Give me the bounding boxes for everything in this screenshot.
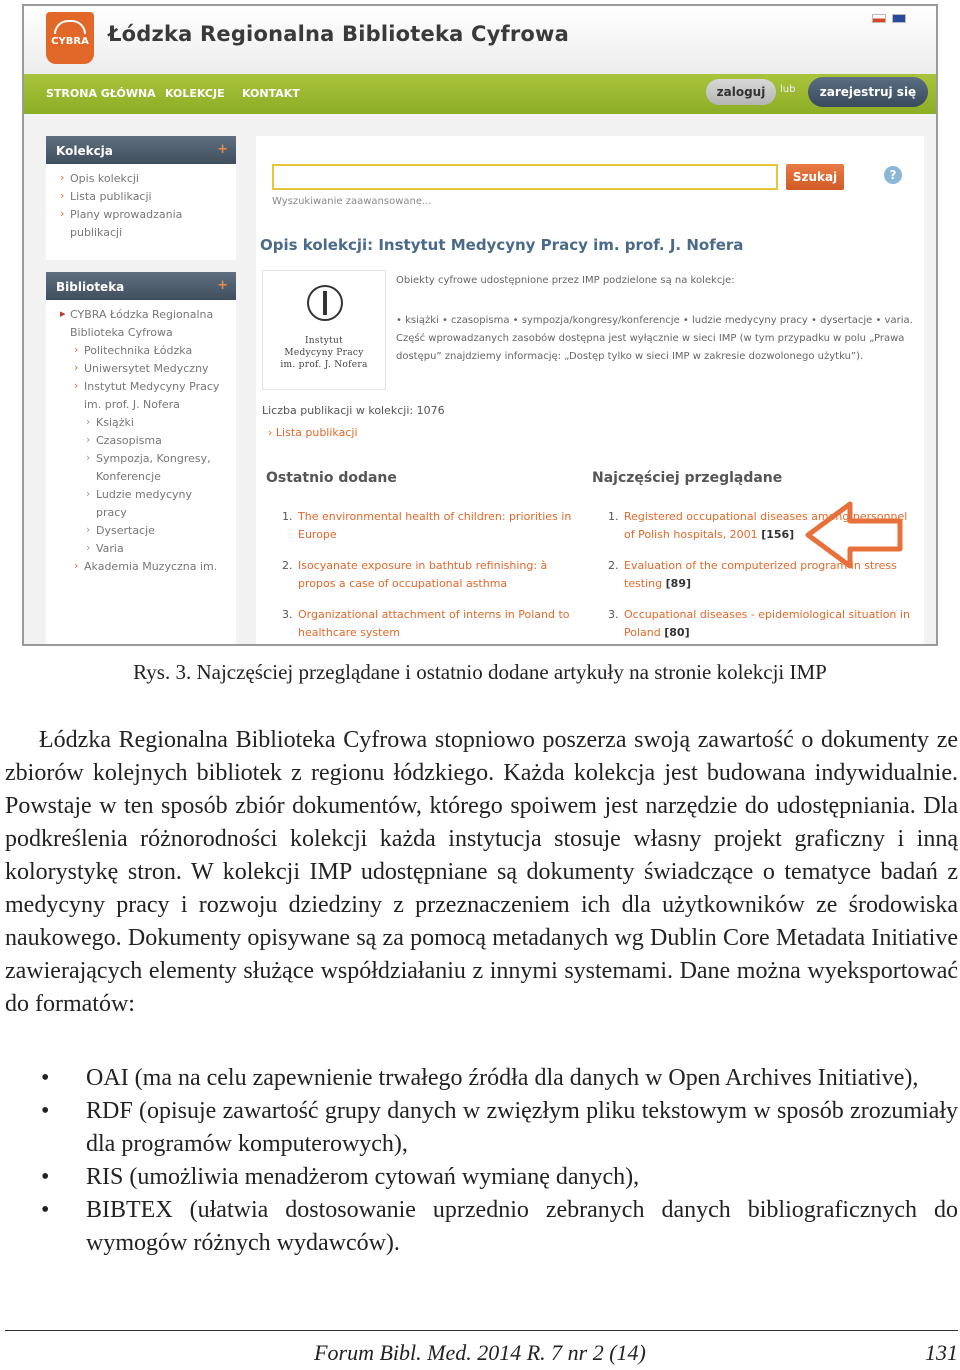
expand-icon[interactable]: +	[217, 278, 228, 293]
view-count: [89]	[665, 577, 692, 590]
library-tree-item[interactable]: › Uniwersytet Medyczny	[60, 360, 224, 378]
article-item	[282, 606, 572, 642]
library-box-title: Biblioteka	[56, 280, 125, 294]
library-tree-item[interactable]: › Ludzie medycyny pracy	[60, 486, 224, 522]
publication-count: Liczba publikacji w kolekcji: 1076	[262, 404, 445, 417]
popular-heading: Najczęściej przeglądane	[592, 470, 783, 486]
english-flag-icon[interactable]	[892, 14, 906, 23]
article-item	[282, 557, 572, 593]
article-number: 2.	[608, 559, 619, 572]
article-item	[282, 508, 572, 544]
imp-logo-text	[263, 335, 385, 371]
collection-box	[46, 136, 236, 260]
format-description: OAI (ma na celu zapewnienie trwałego źródła dla danych w Open Archives Initiative),	[86, 1065, 919, 1091]
description-list: • książki • czasopisma • sympozja/kongresy/konferencje • ludzie medycyny pracy • dysertacje • varia.	[396, 315, 913, 326]
library-tree-item[interactable]: ▸ CYBRA Łódzka Regionalna Biblioteka Cyfrowa	[60, 306, 224, 342]
format-list-item	[5, 1095, 958, 1161]
language-flags	[872, 14, 906, 23]
collection-heading: Opis kolekcji: Instytut Medycyny Pracy im. prof. J. Nofera	[260, 236, 744, 254]
library-tree-item[interactable]: › Sympozja, Kongresy, Konferencje	[60, 450, 224, 486]
caduceus-icon	[307, 285, 343, 321]
site-title: Łódzka Regionalna Biblioteka Cyfrowa	[108, 22, 570, 46]
collection-box-title: Kolekcja	[56, 144, 113, 158]
collection-description	[396, 272, 916, 366]
imp-logo-line: Instytut	[304, 336, 344, 346]
library-tree-item[interactable]: › Akademia Muzyczna im.	[60, 558, 224, 576]
nav-home[interactable]: STRONA GŁÓWNA	[46, 87, 156, 100]
imp-logo	[262, 270, 386, 390]
polish-flag-icon[interactable]	[872, 14, 886, 23]
bullet-symbol: •	[41, 1197, 50, 1223]
article-number: 3.	[608, 608, 619, 621]
advanced-search-link[interactable]: Wyszukiwanie zaawansowane...	[272, 196, 432, 207]
article-number: 1.	[608, 510, 619, 523]
library-tree-item[interactable]: › Czasopisma	[60, 432, 224, 450]
format-description: BIBTEX (ułatwia dostosowanie uprzednio zebranych danych bibliograficznych do wymogów różnych wydawców).	[86, 1197, 958, 1256]
nav-contact[interactable]: KONTAKT	[242, 87, 300, 100]
article-number: 2.	[282, 559, 293, 572]
or-text: lub	[780, 84, 796, 95]
format-description: RIS (umożliwia menadżerom cytowań wymianę danych),	[86, 1164, 640, 1190]
paragraph-text: Łódzka Regionalna Biblioteka Cyfrowa stopniowo poszerza swoją zawartość o dokumenty ze zbiorów kolejnych bibliotek z regionu łódzkiego. Każda kolekcja jest budowana indywidualnie. Powstaje w ten sposób zbiór dokumentów, którego spoiwem jest narzędzie do udostępniania. Dla podkreślenia różnorodności kolekcji każda instytucja stosuje własny projekt graficzny i inną kolorystykę stron. W kolekcji IMP udostępniane są dokumenty świadczące o tematyce badań z medycyny pracy i rozwoju dziedziny z przeznaczeniem ich dla użytkowników ze środowiska naukowego. Dokumenty opisywane są za pomocą metadanych wg Dublin Core Metadata Initiative zawierających elementy służące współdziałaniu z innymi systemami. Dane można wyeksportować do formatów:	[5, 727, 958, 1017]
left-arrow-icon	[804, 500, 904, 570]
article-link[interactable]: Organizational attachment of interns in Poland to healthcare system	[298, 608, 570, 639]
library-tree-item[interactable]: › Dysertacje	[60, 522, 224, 540]
expand-icon[interactable]: +	[217, 142, 228, 157]
library-links	[46, 300, 236, 582]
site-header	[24, 6, 936, 74]
login-button[interactable]: zaloguj	[706, 79, 776, 105]
bullet-symbol: •	[41, 1164, 50, 1190]
journal-reference: Forum Bibl. Med. 2014 R. 7 nr 2 (14)	[314, 1340, 646, 1365]
nav-collections[interactable]: KOLEKCJE	[165, 87, 225, 100]
article-link[interactable]: The environmental health of children: priorities in Europe	[298, 510, 572, 541]
library-tree-item[interactable]: › Książki	[60, 414, 224, 432]
article-link[interactable]: Registered occupational diseases among personnel of Polish hospitals, 2001	[624, 510, 908, 541]
book-icon	[54, 20, 86, 34]
format-list	[5, 1062, 958, 1260]
collection-box-header	[46, 136, 236, 164]
format-list-item	[5, 1161, 958, 1194]
library-box-header	[46, 272, 236, 300]
body-paragraph	[5, 724, 958, 1021]
library-tree-item[interactable]: › Instytut Medycyny Pracy im. prof. J. Nofera	[60, 378, 224, 414]
recent-heading: Ostatnio dodane	[266, 470, 397, 486]
article-link[interactable]: Evaluation of the computerized program in stress testing	[624, 559, 897, 590]
register-button[interactable]: zarejestruj się	[808, 77, 928, 107]
description-access: Część wprowadzanych zasobów dostępna jest wyłącznie w sieci IMP (w tym przypadku w polu „Prawa dostępu” znajdziemy informację: „Dostęp tylko w sieci IMP w zakresie dozwolonego użytku”).	[396, 333, 905, 362]
search-button[interactable]: Szukaj	[786, 164, 844, 190]
library-tree-item[interactable]: › Politechnika Łódzka	[60, 342, 224, 360]
sidebar-link[interactable]: › Plany wprowadzania publikacji	[60, 206, 224, 242]
recent-list	[282, 508, 572, 646]
cybra-logo[interactable]	[46, 12, 94, 64]
main-nav	[24, 74, 936, 114]
imp-logo-line: Medycyny Pracy	[284, 348, 364, 358]
publication-list-link[interactable]: › Lista publikacji	[268, 426, 358, 439]
view-count: [156]	[761, 528, 795, 541]
format-list-item	[5, 1194, 958, 1260]
publication-list-label: Lista publikacji	[275, 426, 358, 439]
logo-text: CYBRA	[51, 36, 89, 47]
format-description: RDF (opisuje zawartość grupy danych w zwięzłym pliku tekstowym w sposób zrozumiały dla programów komputerowych),	[86, 1098, 958, 1157]
article-number: 3.	[282, 608, 293, 621]
page-number: 131	[925, 1340, 958, 1365]
article-number: 1.	[282, 510, 293, 523]
sidebar-link[interactable]: › Lista publikacji	[60, 188, 224, 206]
figure-caption: Rys. 3. Najczęściej przeglądane i ostatnio dodane artykuły na stronie kolekcji IMP	[133, 660, 827, 684]
article-item	[608, 606, 914, 642]
description-intro: Obiekty cyfrowe udostępnione przez IMP podzielone są na kolekcje:	[396, 275, 735, 286]
bullet-symbol: •	[41, 1065, 50, 1091]
figure-screenshot	[22, 4, 938, 646]
article-link[interactable]: Isocyanate exposure in bathtub refinishing: à propos a case of occupational asthma	[298, 559, 548, 590]
sidebar-link[interactable]: › Opis kolekcji	[60, 170, 224, 188]
bullet-symbol: •	[41, 1098, 50, 1124]
library-box	[46, 272, 236, 646]
search-input[interactable]	[272, 164, 778, 190]
view-count: [80]	[664, 626, 690, 639]
help-icon[interactable]: ?	[884, 166, 902, 184]
collection-links	[46, 164, 236, 248]
library-tree-item[interactable]: › Varia	[60, 540, 224, 558]
imp-logo-line: im. prof. J. Nofera	[280, 360, 368, 370]
article-link[interactable]: Occupational diseases - epidemiological situation in Poland	[624, 608, 910, 639]
footer-rule	[5, 1330, 958, 1331]
format-list-item	[5, 1062, 958, 1095]
